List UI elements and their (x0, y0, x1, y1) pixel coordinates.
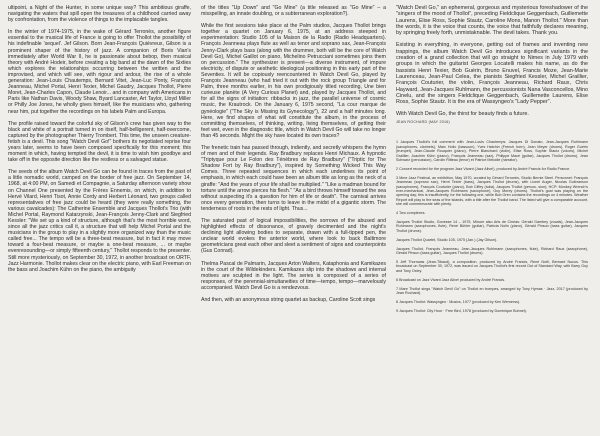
right-main-text (396, 5, 588, 124)
paragraph: of the titles "Up Down" and "Go Mine" (a title released as "Go Mine" – a misspelling, an innate doubling, or a subterranean exploration?). (201, 5, 386, 18)
right-column (396, 5, 588, 430)
paragraph: The profile raised toward the colorful sky of Gilson's crew has given way to the black and white of a portrait turned in on itself, half-belligerent, half-overcome, captured by the photographer Thierry Trombert. This time, the unseen creature-fetish is a devil. This song "Watch Devil Go!" bothers its negotiated reprise four years later, seems to have been composed specifically for this moment; this moment in which, having tempted the devil, it is time to wish him goodbye and take off in the opposite direction like the restless or a salvaged statue. (8, 120, 191, 164)
footnote: 8 Jacques Thollot: Wassyngeo · Musics, 1977 (produced by Ken Wernerss). (396, 299, 521, 304)
footnote: 4 Two complexes. (396, 211, 426, 216)
footnote: Jacques Thollot Quartet, Studio 105, 1975 (Jan.) (Jay Gilson). (396, 237, 498, 242)
paragraph: And then, with an anonymous string quartet as backup, Caroline Scott sings (201, 297, 376, 304)
author-credit: JEAN ROCHARD (MAY 2016) (396, 119, 450, 124)
footnote: 7 Mare Thollot sings "Watch Devil Go" on Thollot en trompes, arranged by Tony Hymas · Jazz, 2017 (produced by Jean Rochard). (396, 286, 588, 295)
paragraph: Thelma Pascal de Palmarin, Jacques Arton Walters, Kataphonia and Kamikazes in the court of the Wildekinders. Kamikazes slip into the shadows and internal motives are sculpted in the light. The series is composed of a series of responses, of the perennial-simultaneities of time—tempo, tempo—marvelously accompanied. Watch Devil Go is a rendezvous. (201, 260, 386, 291)
paragraph: ultipoint, a Night of the Hunter, in some unique way? This ambitious giraffe, navigating the waters that spill open the treasures of a childhood carried away by confrontation, from the violence of things to the implacable tangles. (8, 5, 191, 24)
footnote: 1 Jacques Thollot's full comment with Jean-Louis Chautemps: Jacques Di Donato, Jean-Jacques Ruhlmann (saxophones, clarinets), Marc Hollo (bassoon), Yves Hatchin (French horn), Jean Meyer (drums), Roger Guérin (trumpet), Jean-Claude Rouquier (piano), Pierre Blanchard (violin), Elise Ross, Sophie Stautz (voices), Michel Graillier, Joachim Kühn (piano), François Jeanneau (sax), Philippe Macé (guitar), Jacques Thollot (drums), Jean Schwarz (percussion), Carolin Ritteau (tenor) et Patrice Melodie (narrator). (396, 140, 588, 162)
footnote: Jacques Thollot Studio, Gonesse 14 – 1975, Minuer also Arts de Cinéas: Gérald Gambey (vocals), Jean-Jacques Ruhlmann (saxophones, flute), René Bühler (guitar), Patricia Nolin (piano), Gérald Pinsun (bass guitar), Jacques Thollot (drums). (396, 220, 588, 233)
footnote: 9 Jacques Thollot: City Hour · Free Bird, 1978 (produced by Dominique Buhnel). (396, 308, 527, 313)
paragraph: The saturated past of logical impossibilities, the sorrows of the abused and highlighted effects of dissonance, of gravely decimented and the night's declining light allowing bodies to separate, drawn with a full-tipped pen, the unclear world evokes the anterior world, where look to back Baltimore geometricians great each other and sleet a sentiment of signs and counterpoints (Gus Conrad). (201, 218, 386, 255)
footnote: 3 Mme Jazz Festival, an exhibition, May 1970, curated by Gérard Terronès, Studio Bernie Steel. Personnel: François Jeanneau (soprano sax), Henri Texier (bass), Jacques Thollot (drums), with Lionel Auger, Nicolas Gulbranson (saxophones), François Couturier (piano), Bob Ciffey (tuba). Jacques Thollot (percus- sion); HCP: Monkey Wrench's ever-mechanical, Jean-Jacques Ruhlmann (saxophone), Guy Morey (drums). Thollot's goal was playing on the opening day; this is insufficiently, for the following one, while Bob Oren contains the recordings on 4 minutes. Weather Report will play to the seas of the islands, with a title after the Thollot band. The listed will give a comparable account, she will commemorate with plenty. (396, 175, 588, 207)
paragraph: "Watch Devil Go," an ephemeral, gorgeous and mysterious foreshadower of the "singers of the mood of Thollot", preceding Fieldclique Geggenbach, Guillemette Laurens, Elise Ross, Sophie Stautz, Caroline Mons, Manon Thollot." More than the words, it is the voice that counts, the voice that faithfully declares meaning, by springing freely forth, unmistaknable. The devil takes. Thank you. (396, 5, 588, 37)
left-column (8, 5, 191, 430)
paragraph: The frenetic train has passed through, indiently, and secretly whispers the hymn of men and of their legends. Ray Bradbury replaces Henri Michaux. A hypnotic "Triptyque pour Le Folon des Ténèbres de Ray Bradbury" ("Triptic for The Shadow Fort by Ray Bradbury"), inspired by Something Wicked This Way Comes. Three repeated sequences in which each underlines its point of emphasis, in which each could have been an album title as long as the neck of a giraffe: "And the years of your life shall be multiplied." "Like a madman bound for torture until the arrow pierces his flesh." "As a bird throws himself toward the sea without suspecting it's a question for him of life or death". The carnival arrives once every generation, then turns to leave in the midst of a gigantic storm. The tenderness of roots in the rests of light. Thus... (201, 144, 386, 212)
footnote: Jacques Thollot, François Jeanneau, Jean-Jacques Ruhlmann (saxophones, flute), Richard Raux (saxophone), Gérald Pinsun (bass guitar), Jacques Thollot (drums). (396, 246, 588, 256)
paragraph: While the first sessions take place at the Palm studios, Jacques Thollot brings together a quartet on January 6, 1975, at an address steeped in experimentation: Studio 105 of la Maison de la Radio (Radio Headquarters). François Jeanneau plays flute as well as tenor and soprano sax, Jean-François Jenny-Clark plays bass (along with the drummer, both will be the core of Watch Devil Go), Michel Gaillot on piano, Michelino Petrucciani sometimes joins them on percussion." The synthesizer is present—a diverse instrument, of impure electricity, of dispute or aesthetic ideological positioning in this early part of the Seventies. It will be copiously reencountered in Watch Devil Go, played by François Jeanneau (who had tried it out with the rock group Triangle and for Palm, three months earlier, in his own prodigiously titled recording, Une bien curieuse planète (A Very Curious Planet) and, played by Jacques Thollot, and for all the signs of initiation: ribbacks in jazz, the parallel universe of cosmic music, the Krautrock. On the January 6, 1975 second, "La cour marque de gynéologie" ("The Sky is Missing its Gynecology"), 22 and a half minutes long. Here, we find shapes of what will constitute the album, in the process of committing themselves, of thinking, writing, living themselves, of getting their feet wet, even in the diagnostic title, which in Watch Devil Go will take no longer than 45 seconds. Might the sky have located its own traces? (201, 23, 386, 139)
footnote: 5 Jeff Thornwas (Jean-Tibaud), a composition, produced by André Francis, René Noël, Bernard Nocus. This broadcast on September 30, 1972, was issued on Jacques Thollot's first record Out of Standard Way, with Barry Guy and Tony Oxley. (396, 259, 588, 273)
middle-column (201, 5, 386, 430)
paragraph: Existing in everything, in everyone, getting out of frames and inventing new trappings, the album Watch Devil Go introduces significant variants in the creation of a grand collection that will go straight to Nimes in July 1979 with groups in which the guitarist Georges Locatelli makes his name, as do the bassists Henri Texier, Bob Guérin, Bruno Enuvel, Francis Moze, Jean-Marie Laurenceau, Jean-Paul Celea, the pianists Siegfried Kessler, Michel Graillier, François Couturier, the violin, François Jeanneau, Richard Raux, Chris Hayward, Jean-Jacques Ruhlmann, the percussionists Nana Vasconcellos, Mino Cinelu, and the singers Fieldclique Geggenbach, Guillemette Laurens, Elise Ross, Sophie Stautz. It is the era of Wassyngeo's "Lady Pepper". (396, 42, 588, 106)
closing-line: With Watch Devil Go, the thirst for beauty finds a future. (396, 111, 529, 118)
paragraph: The seeds of the album Watch Devil Go can be found in traces from the past of a little nomadic world, camped on the border of free jazz. On September 14, 1968, at 4:00 PM, on Samedi et Compagnie, a Saturday afternoon variety show on Channel One presented by the Frères Ennemis, on which, in addition to Hervé Vilard, Henri Tisot, Annie Cordy and Herbert Léonard, two groups called representatives of free jazz could be heard (they were really something, the various cavalcades): The Catherine Ensemble and Jacques Thollot's Trio (with Michel Portal, Raymond Katarzynski, Jean-François Jenny-Clark and Siegfried Kessler: "We set up a kind of structure, although that's the most horrible word, since all the jazz critics call it, a structure that will help Michel Portal and the musicians in the group to play in a slightly more organized way than the music called free... The tempo will be a three-beat measure, but in fact it may move toward a four-beat measure, or maybe a one-beat measure, ... or maybe evenresounding—or simply fifteenth century," Thollot responds to the presenter. Still more mysteriously, on September 30, 1972, in another broadcast on ORTF, Jazz Harmonie. Thollot makes clear on the electric piano, with Earl Freeman on the bass and Joachim Kühn on the piano, the ambiguity (8, 169, 191, 273)
footnote: 6 Broadcast on Jazz Vivant Jazz Alive! produced by André Francis. (396, 277, 506, 282)
footnotes (396, 140, 588, 313)
paragraph: In the winter of 1974-1975, in the wake of Gérard Terronès, another figure essential to the musical life of France is going to offer Thollot the possibility of his indefinable 'sequel'. Jef Gilson. Born Jean-François Quiévreux, Gilson is a prominent shaper of the history of jazz. A companion of Boris Vian's immediately after World War II, he is passionate about bebop, then musical theory with André Hodeir, before creating a big band at the dawn of the Sixties which explores the relationships occurring between the written and the improvised, and which will see, with rigour and ardour, the rise of a whole generation: Jean-Louis Chautemps, Bernard Vitet, Jean-Luc Ponty, François Jeanneau, Michel Portal, Henri Texier, Michel Gaudry, Jacques Thollot, Pierre Moret, Jean-Charles Capon, Claude Lenoir... and in company with Americans in Paris like Nathan Davis, Woody Shaw, Byard Lancaster, Art Taylor, Lloyd Miller or Philly Joe Jones, he wholly gives himself, like the musicians who, gathering near him, put together the recordings on his labels Palm and Europa. (8, 29, 191, 115)
footnote: 2 Concert recorded for the program Jazz Vivant (Jazz Alive!), produced by André Francis for Radio France. (396, 166, 571, 171)
